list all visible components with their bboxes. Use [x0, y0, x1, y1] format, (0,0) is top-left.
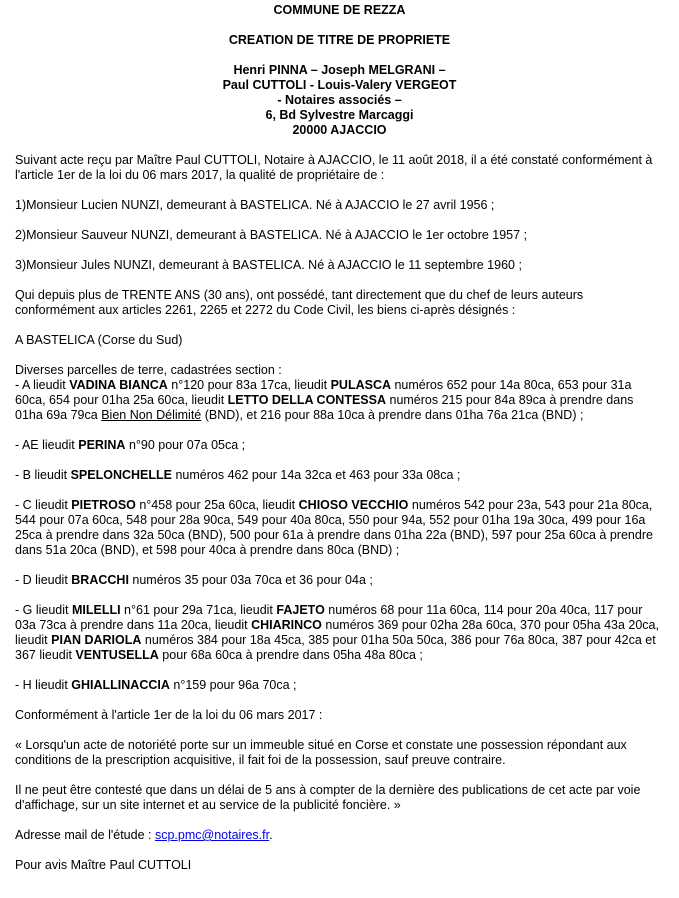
- lieudit-name: LETTO DELLA CONTESSA: [227, 393, 387, 407]
- quote-paragraph-2: Il ne peut être contesté que dans un délai de 5 ans à compter de la dernière des publications de cet acte par voie d'affichage, sur un site internet et au service de la publicité foncière. »: [15, 783, 641, 812]
- lieudit-name: PULASCA: [330, 378, 391, 392]
- notaires-line-1: Henri PINNA – Joseph MELGRANI –: [233, 63, 446, 77]
- section-b: - B lieudit SPELONCHELLE numéros 462 pour 14a 32ca et 463 pour 33a 08ca ;: [15, 468, 461, 482]
- section-d: - D lieudit BRACCHI numéros 35 pour 03a 70ca et 36 pour 04a ;: [15, 573, 373, 587]
- bnd-term: Bien Non Délimité: [101, 408, 202, 422]
- lieudit-name: FAJETO: [276, 603, 325, 617]
- signature: Pour avis Maître Paul CUTTOLI: [15, 858, 192, 872]
- section-h: - H lieudit GHIALLINACCIA n°159 pour 96a 70ca ;: [15, 678, 297, 692]
- lieudit-name: CHIARINCO: [251, 618, 322, 632]
- section-ae: - AE lieudit PERINA n°90 pour 07a 05ca ;: [15, 438, 246, 452]
- lieudit-name: SPELONCHELLE: [70, 468, 172, 482]
- lieudit-name: VADINA BIANCA: [69, 378, 168, 392]
- owner-2: 2)Monsieur Sauveur NUNZI, demeurant à BASTELICA. Né à AJACCIO le 1er octobre 1957 ;: [15, 228, 528, 242]
- section-a: - A lieudit VADINA BIANCA n°120 pour 83a 17ca, lieudit PULASCA numéros 652 pour 14a 80ca, 653 pour 31a 60ca, 654 pour 01ha 25a 60ca, lieudit LETTO DELLA CONTESSA numéros 215 pour 84a 89ca à prendre dans 01ha 69a 79ca Bien Non Délimité (BND), et 216 pour 88a 10ca à prendre dans 01ha 76a 21ca (BND) ;: [15, 378, 634, 422]
- lieudit-name: GHIALLINACCIA: [71, 678, 170, 692]
- lieudit-name: BRACCHI: [71, 573, 129, 587]
- notaires-line-2: Paul CUTTOLI - Louis-Valery VERGEOT: [222, 78, 457, 92]
- conformement-paragraph: Conformément à l'article 1er de la loi du 06 mars 2017 :: [15, 708, 323, 722]
- notaires-line-3: - Notaires associés –: [277, 93, 402, 107]
- lieudit-name: VENTUSELLA: [75, 648, 159, 662]
- email-link[interactable]: scp.pmc@notaires.fr: [154, 828, 270, 842]
- address-line-2: 20000 AJACCIO: [292, 123, 387, 137]
- owner-1: 1)Monsieur Lucien NUNZI, demeurant à BASTELICA. Né à AJACCIO le 27 avril 1956 ;: [15, 198, 495, 212]
- address-line-1: 6, Bd Sylvestre Marcaggi: [265, 108, 414, 122]
- parcels-intro: Diverses parcelles de terre, cadastrées section :: [15, 363, 282, 377]
- intro-paragraph: Suivant acte reçu par Maître Paul CUTTOLI, Notaire à AJACCIO, le 11 août 2018, il a été constaté conformément à l'article 1er de la loi du 06 mars 2017, la qualité de propriétaire de :: [15, 153, 653, 182]
- possession-paragraph: Qui depuis plus de TRENTE ANS (30 ans), ont possédé, tant directement que du chef de leurs auteurs conformément aux articles 2261, 2265 et 2272 du Code Civil, les biens ci-après désignés :: [15, 288, 584, 317]
- lieudit-name: MILELLI: [71, 603, 121, 617]
- owner-3: 3)Monsieur Jules NUNZI, demeurant à BASTELICA. Né à AJACCIO le 11 septembre 1960 ;: [15, 258, 522, 272]
- lieudit-name: PIAN DARIOLA: [51, 633, 142, 647]
- section-g: - G lieudit MILELLI n°61 pour 29a 71ca, lieudit FAJETO numéros 68 pour 11a 60ca, 114 pour 20a 40ca, 117 pour 03a 73ca à prendre dans 11a 20ca, lieudit CHIARINCO numéros 369 pour 02ha 28a 60ca, 370 pour 05ha 43a 20ca, lieudit PIAN DARIOLA numéros 384 pour 18a 45ca, 385 pour 01ha 50a 50ca, 386 pour 76a 80ca, 387 pour 42ca et 367 lieudit VENTUSELLA pour 68a 60ca à prendre dans 05ha 48a 80ca ;: [15, 603, 659, 662]
- email-paragraph: Adresse mail de l'étude : scp.pmc@notaires.fr.: [15, 828, 273, 842]
- commune-title: COMMUNE DE REZZA: [273, 3, 406, 17]
- lieudit-name: PERINA: [78, 438, 126, 452]
- lieudit-name: PIETROSO: [71, 498, 136, 512]
- location: A BASTELICA (Corse du Sud): [15, 333, 183, 347]
- header: [15, 3, 664, 138]
- document-title: CREATION DE TITRE DE PROPRIETE: [228, 33, 451, 47]
- quote-paragraph-1: « Lorsqu'un acte de notoriété porte sur un immeuble situé en Corse et constate une possession répondant aux conditions de la prescription acquisitive, il fait foi de la possession, sauf preuve contraire.: [15, 738, 627, 767]
- lieudit-name: CHIOSO VECCHIO: [298, 498, 409, 512]
- section-c: - C lieudit PIETROSO n°458 pour 25a 60ca, lieudit CHIOSO VECCHIO numéros 542 pour 23a, 543 pour 21a 80ca, 544 pour 07a 60ca, 548 pour 28a 90ca, 549 pour 40a 80ca, 550 pour 94a, 552 pour 01ha 19a 30ca, 499 pour 16a 25ca à prendre dans 32a 50ca (BND), 500 pour 61a à prendre dans 01ha 22a (BND), 597 pour 25a 60ca à prendre dans 51a 20ca (BND), et 598 pour 40ca à prendre dans 80ca (BND) ;: [15, 498, 653, 557]
